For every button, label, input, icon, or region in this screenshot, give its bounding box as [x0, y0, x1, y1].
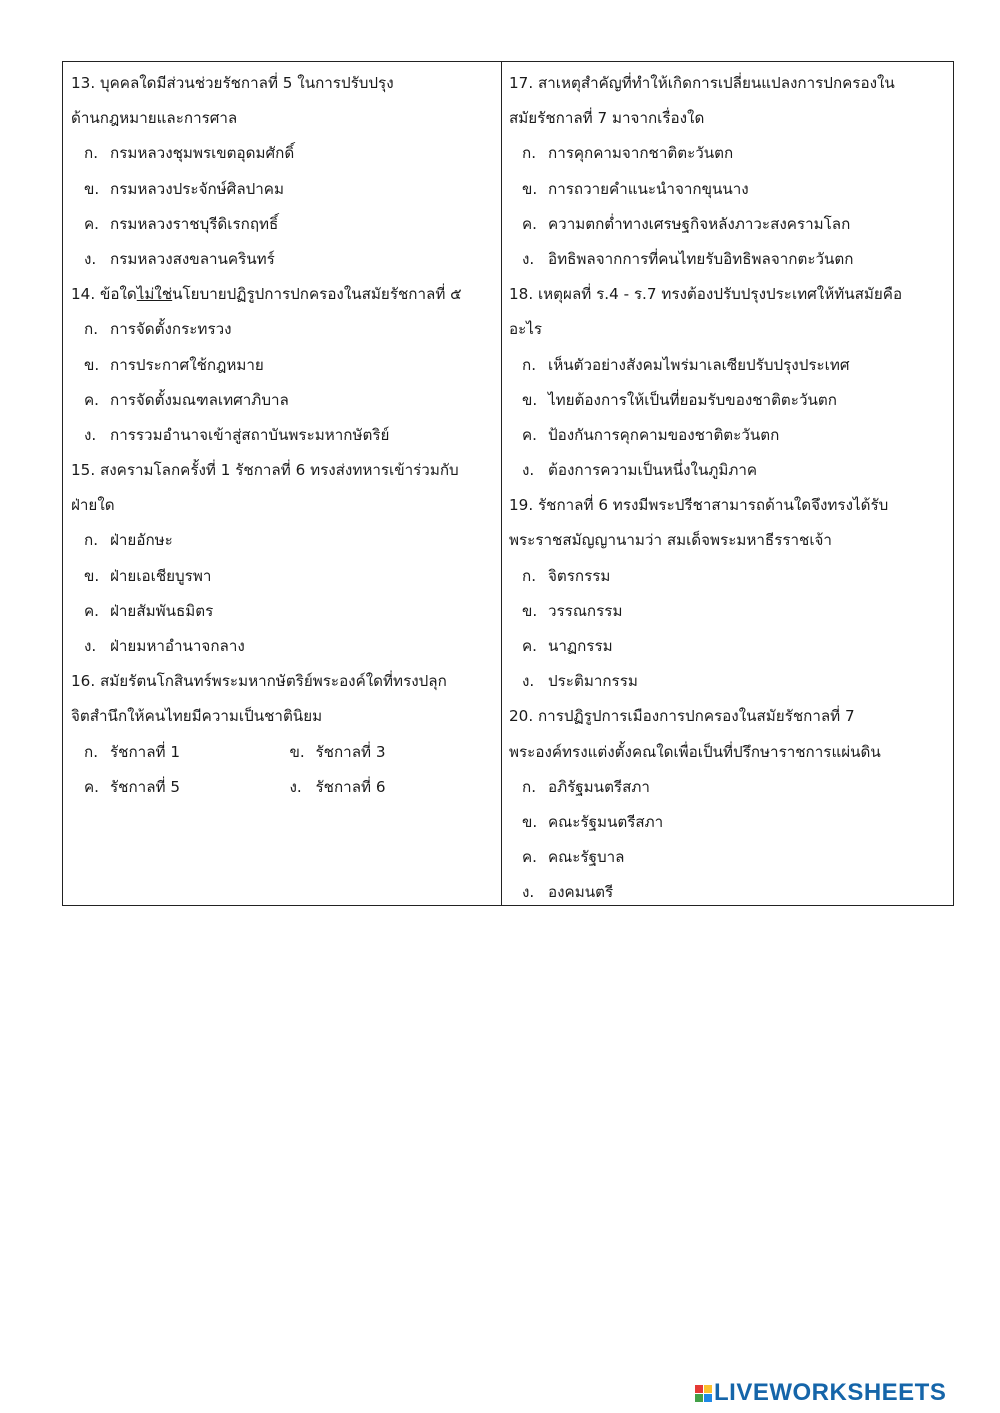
- question-15-line1: 15. สงครามโลกครั้งที่ 1 รัชกาลที่ 6 ทรงส่งทหารเข้าร่วมกับ: [71, 461, 459, 480]
- question-15-option: ก. ฝ่ายอักษะ: [84, 531, 173, 550]
- liveworksheets-brand: [695, 1378, 946, 1408]
- question-16-option: ข. รัชกาลที่ 3: [289, 742, 386, 761]
- question-18-line2: อะไร: [509, 320, 543, 339]
- question-16-option-row: [71, 770, 495, 805]
- question-18-option: ค. ป้องกันการคุกคามของชาติตะวันตก: [522, 425, 780, 444]
- question-20-option: ข. คณะรัฐมนตรีสภา: [522, 812, 664, 831]
- question-19-option: ค. นาฏกรรม: [522, 637, 613, 655]
- question-18-line1: 18. เหตุผลที่ ร.4 - ร.7 ทรงต้องปรับปรุงประเทศให้ทันสมัยคือ: [509, 285, 903, 304]
- underlined-word: ไม่ใช่: [136, 285, 173, 304]
- question-15-option: ง. ฝ่ายมหาอำนาจกลาง: [84, 637, 245, 655]
- liveworksheets-logo-icon: [695, 1385, 712, 1402]
- question-13-option: ง. กรมหลวงสงขลานครินทร์: [84, 249, 275, 268]
- question-20-option: ค. คณะรัฐบาล: [522, 848, 625, 867]
- question-19-line1: 19. รัชกาลที่ 6 ทรงมีพระปรีชาสามารถด้านใดจึงทรงได้รับ: [509, 496, 889, 515]
- left-column: [71, 66, 495, 805]
- question-14-line1: 14. ข้อใดไม่ใช่นโยบายปฏิรูปการปกครองในสมัยรัชกาลที่ ๕: [71, 285, 462, 304]
- question-20-option: ง. องคมนตรี: [522, 883, 614, 902]
- question-19-option: ข. วรรณกรรม: [522, 601, 623, 620]
- question-18-option: ข. ไทยต้องการให้เป็นที่ยอมรับของชาติตะวันตก: [522, 390, 837, 409]
- question-13-line2: ด้านกฎหมายและการศาล: [71, 109, 238, 128]
- logo-square: [704, 1385, 712, 1393]
- question-17-option: ข. การถวายคำแนะนำจากขุนนาง: [522, 179, 749, 198]
- question-19-option: ก. จิตรกรรม: [522, 566, 611, 585]
- question-17-option: ค. ความตกต่ำทางเศรษฐกิจหลังภาวะสงครามโลก: [522, 214, 851, 233]
- question-13-option: ค. กรมหลวงราชบุรีดิเรกฤทธิ์: [84, 214, 279, 233]
- question-20-line2: พระองค์ทรงแต่งตั้งคณใดเพื่อเป็นที่ปรึกษาราชการแผ่นดิน: [509, 742, 881, 761]
- question-15-option: ข. ฝ่ายเอเชียบูรพา: [84, 566, 212, 585]
- question-16-option: ก. รัชกาลที่ 1: [84, 742, 180, 761]
- question-18-option: ก. เห็นตัวอย่างสังคมไพร่มาเลเซียปรับปรุงประเทศ: [522, 355, 850, 374]
- right-column: [509, 66, 949, 911]
- question-19-line2: พระราชสมัญญานามว่า สมเด็จพระมหาธีรราชเจ้า: [509, 531, 832, 550]
- logo-square: [695, 1385, 703, 1393]
- question-13-line1: 13. บุคคลใดมีส่วนช่วยรัชกาลที่ 5 ในการปรับปรุง: [71, 74, 394, 92]
- question-17-option: ง. อิทธิพลจากการที่คนไทยรับอิทธิพลจากตะวันตก: [522, 249, 854, 268]
- question-17-option: ก. การคุกคามจากชาติตะวันตก: [522, 144, 734, 163]
- question-table: [62, 61, 954, 906]
- question-16-option-row: [71, 735, 495, 770]
- question-20-line1: 20. การปฏิรูปการเมืองการปกครองในสมัยรัชกาลที่ 7: [509, 707, 855, 726]
- question-13-option: ก. กรมหลวงชุมพรเขตอุดมศักดิ์: [84, 144, 295, 163]
- question-20-option: ก. อภิรัฐมนตรีสภา: [522, 777, 650, 796]
- question-19-option: ง. ประติมากรรม: [522, 672, 638, 691]
- question-14-option: ง. การรวมอำนาจเข้าสู่สถาบันพระมหากษัตริย์: [84, 425, 390, 444]
- question-13-option: ข. กรมหลวงประจักษ์ศิลปาคม: [84, 179, 284, 198]
- question-14-option: ค. การจัดตั้งมณฑลเทศาภิบาล: [84, 390, 289, 409]
- logo-square: [704, 1394, 712, 1402]
- question-17-line1: 17. สาเหตุสำคัญที่ทำให้เกิดการเปลี่ยนแปลงการปกครองใน: [509, 74, 895, 92]
- question-16-option: ง. รัชกาลที่ 6: [289, 777, 386, 796]
- question-14-option: ข. การประกาศใช้กฎหมาย: [84, 355, 264, 374]
- question-18-option: ง. ต้องการความเป็นหนึ่งในภูมิภาค: [522, 461, 758, 480]
- question-14-option: ก. การจัดตั้งกระทรวง: [84, 320, 232, 339]
- question-16-option: ค. รัชกาลที่ 5: [84, 777, 180, 796]
- question-15-line2: ฝ่ายใด: [71, 496, 115, 515]
- question-16-line2: จิตสำนึกให้คนไทยมีความเป็นชาตินิยม: [71, 707, 323, 726]
- question-16-line1: 16. สมัยรัตนโกสินทร์พระมหากษัตริย์พระองค์ใดที่ทรงปลุก: [71, 672, 447, 691]
- column-divider: [501, 62, 502, 905]
- question-17-line2: สมัยรัชกาลที่ 7 มาจากเรื่องใด: [509, 109, 705, 128]
- question-15-option: ค. ฝ่ายสัมพันธมิตร: [84, 601, 214, 620]
- logo-square: [695, 1394, 703, 1402]
- brand-name: LIVEWORKSHEETS: [714, 1379, 947, 1406]
